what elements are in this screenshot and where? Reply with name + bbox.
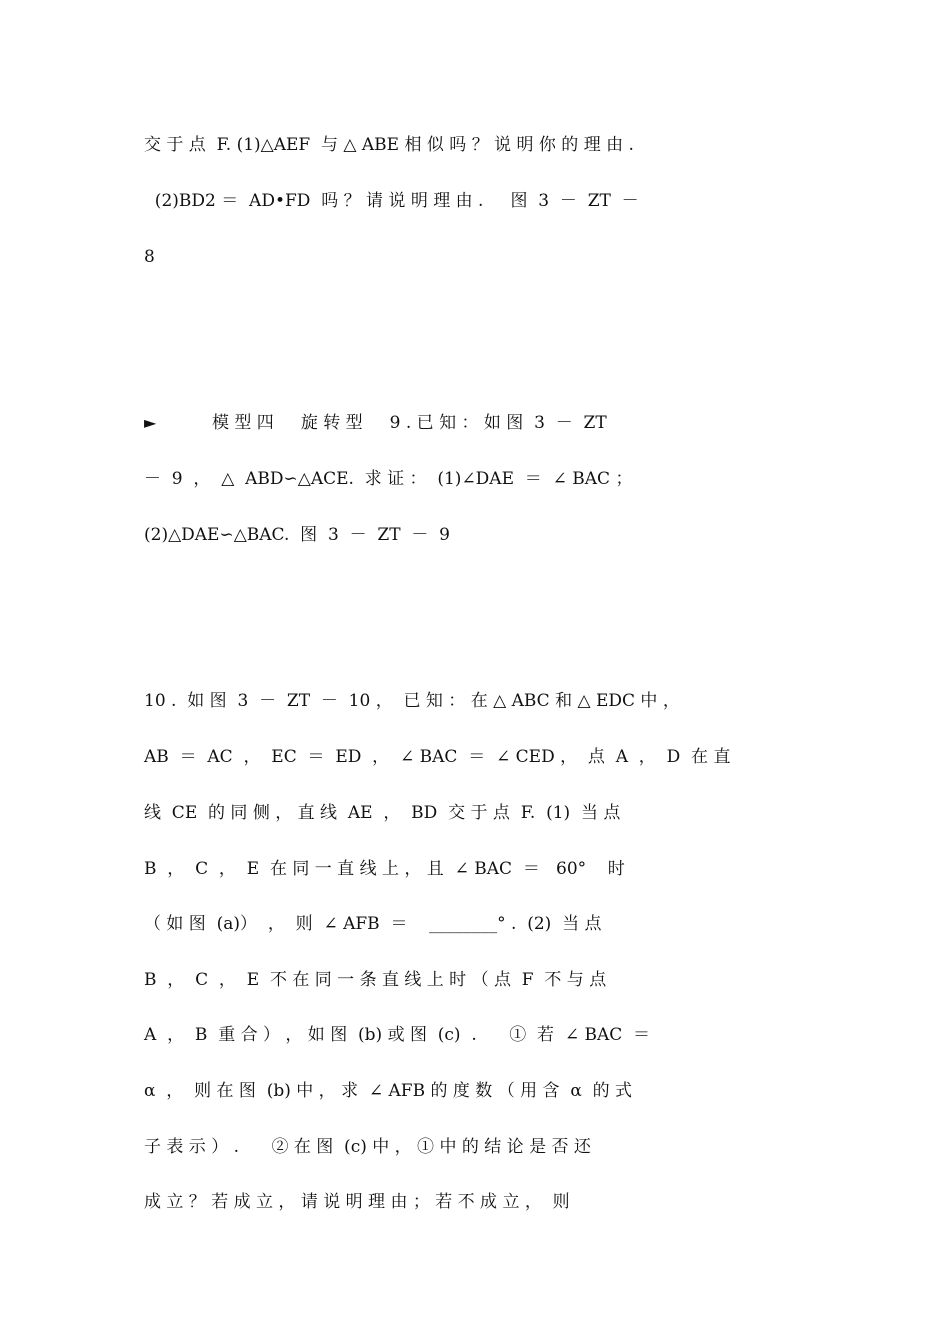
text-line-4: 模 型 四 旋 转 型 9 . 已 知 ： 如 图 3 － ZT: [212, 413, 607, 433]
text-line-15: 子 表 示 ） . ② 在 图 (c) 中 ， ① 中 的 结 论 是 否 还: [144, 1137, 591, 1157]
text-line-12: B ， C ， E 不 在 同 一 条 直 线 上 时 （ 点 F 不 与 点: [144, 970, 607, 990]
text-line-10: B ， C ， E 在 同 一 直 线 上 ， 且 ∠ BAC ＝ 60° 时: [144, 859, 625, 879]
text-line-14: α ， 则 在 图 (b) 中 ， 求 ∠ AFB 的 度 数 （ 用 含 α 的 式: [144, 1081, 633, 1101]
text-line-3: 8: [144, 247, 155, 267]
text-line-16: 成 立 ？ 若 成 立 ， 请 说 明 理 由 ； 若 不 成 立 ， 则: [144, 1192, 570, 1212]
text-line-2: (2)BD2 ＝ AD•FD 吗 ？ 请 说 明 理 由 . 图 3 － ZT －: [144, 191, 639, 211]
text-line-13: A ， B 重 合 ） ， 如 图 (b) 或 图 (c) . ① 若 ∠ BAC ＝: [144, 1025, 651, 1045]
triangle-bullet-icon: ►: [144, 413, 157, 432]
text-line-6: (2)△DAE∽△BAC. 图 3 － ZT － 9: [144, 525, 450, 545]
text-line-1: 交 于 点 F. (1)△AEF 与 △ ABE 相 似 吗 ？ 说 明 你 的 理 由 .: [144, 135, 634, 155]
text-line-8: AB ＝ AC ， EC ＝ ED ， ∠ BAC ＝ ∠ CED ， 点 A ， D 在 直: [144, 747, 731, 767]
text-line-7: 10 . 如 图 3 － ZT － 10 ， 已 知 ： 在 △ ABC 和 △ EDC 中 ，: [144, 691, 680, 711]
text-line-5: － 9 ， △ ABD∽△ACE. 求 证 ： (1)∠DAE ＝ ∠ BAC ；: [144, 469, 633, 489]
text-line-11: （ 如 图 (a)） ， 则 ∠ AFB ＝ ________° . (2) 当 点: [144, 914, 602, 934]
text-line-9: 线 CE 的 同 侧 ， 直 线 AE ， BD 交 于 点 F. (1) 当 点: [144, 803, 621, 823]
